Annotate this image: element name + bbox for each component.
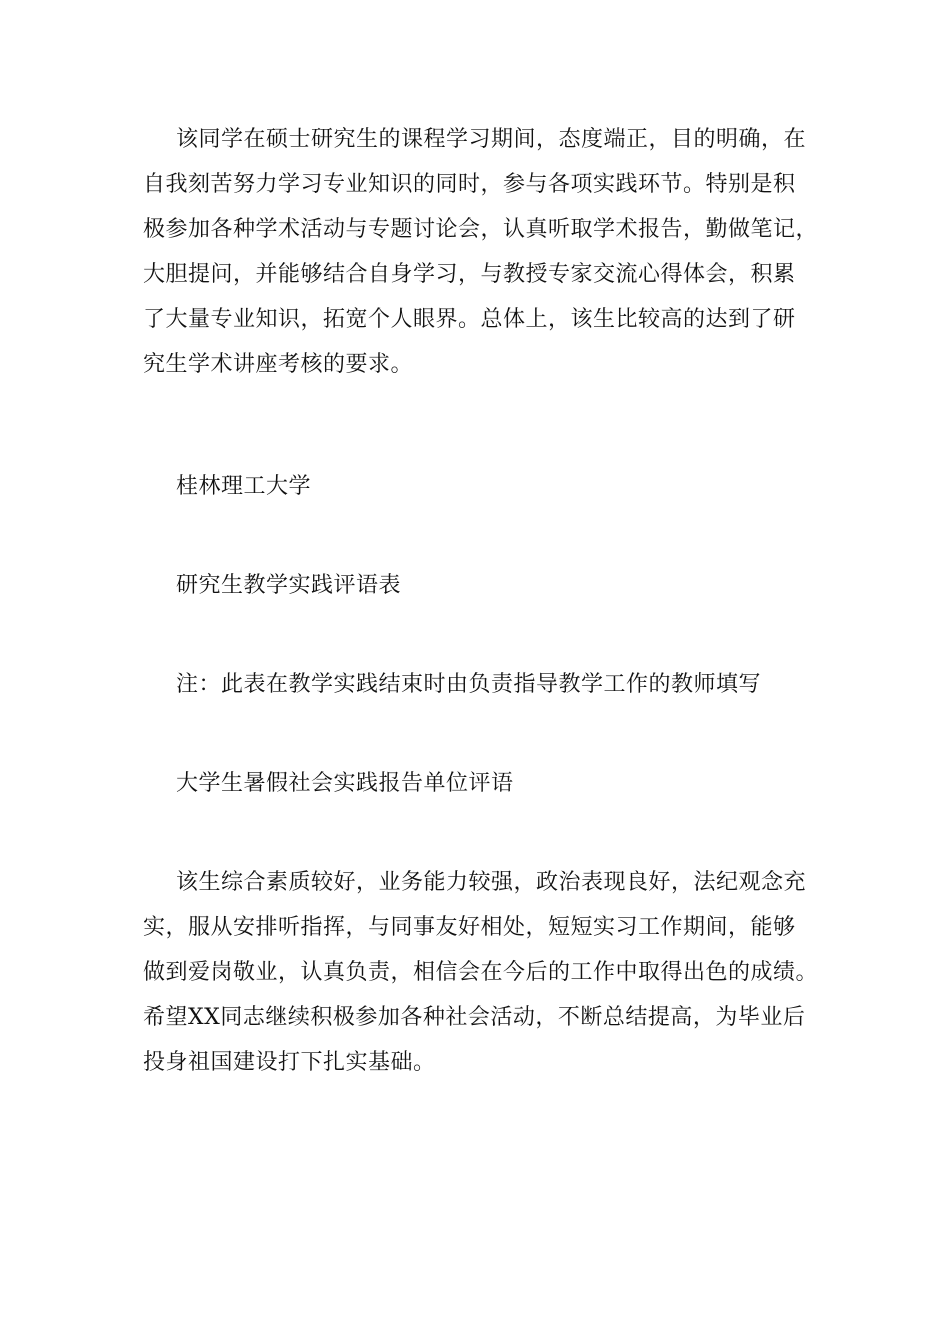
form-note-text: 注：此表在教学实践结束时由负责指导教学工作的教师填写 (176, 672, 762, 697)
form-title-text: 研究生教学实践评语表 (176, 573, 402, 598)
university-name (143, 464, 833, 509)
text-line: 了大量专业知识，拓宽个人眼界。总体上，该生比较高的达到了研 (143, 307, 796, 332)
text-line: 该生综合素质较好，业务能力较强，政治表现良好，法纪观念充 (176, 870, 807, 895)
evaluation-paragraph-2 (143, 860, 833, 1085)
text-line: 大胆提问，并能够结合自身学习，与教授专家交流心得体会，积累 (143, 262, 796, 287)
text-line: 做到爱岗敬业，认真负责，相信会在今后的工作中取得出色的成绩。 (143, 960, 819, 985)
form-note (143, 662, 833, 707)
evaluation-paragraph-1 (143, 117, 833, 387)
report-title (143, 761, 833, 806)
text-line: 自我刻苦努力学习专业知识的同时，参与各项实践环节。特别是积 (143, 172, 796, 197)
text-line: 投身祖国建设打下扎实基础。 (143, 1050, 436, 1075)
text-line: 极参加各种学术活动与专题讨论会，认真听取学术报告，勤做笔记， (143, 217, 819, 242)
report-title-text: 大学生暑假社会实践报告单位评语 (176, 771, 514, 796)
university-name-text: 桂林理工大学 (176, 474, 312, 499)
text-line: 希望XX同志继续积极参加各种社会活动，不断总结提高，为毕业后 (143, 1005, 806, 1030)
text-line: 该同学在硕士研究生的课程学习期间，态度端正，目的明确，在 (176, 127, 807, 152)
form-title (143, 563, 833, 608)
text-line: 实，服从安排听指挥，与同事友好相处，短短实习工作期间，能够 (143, 915, 796, 940)
text-line: 究生学术讲座考核的要求。 (143, 352, 414, 377)
